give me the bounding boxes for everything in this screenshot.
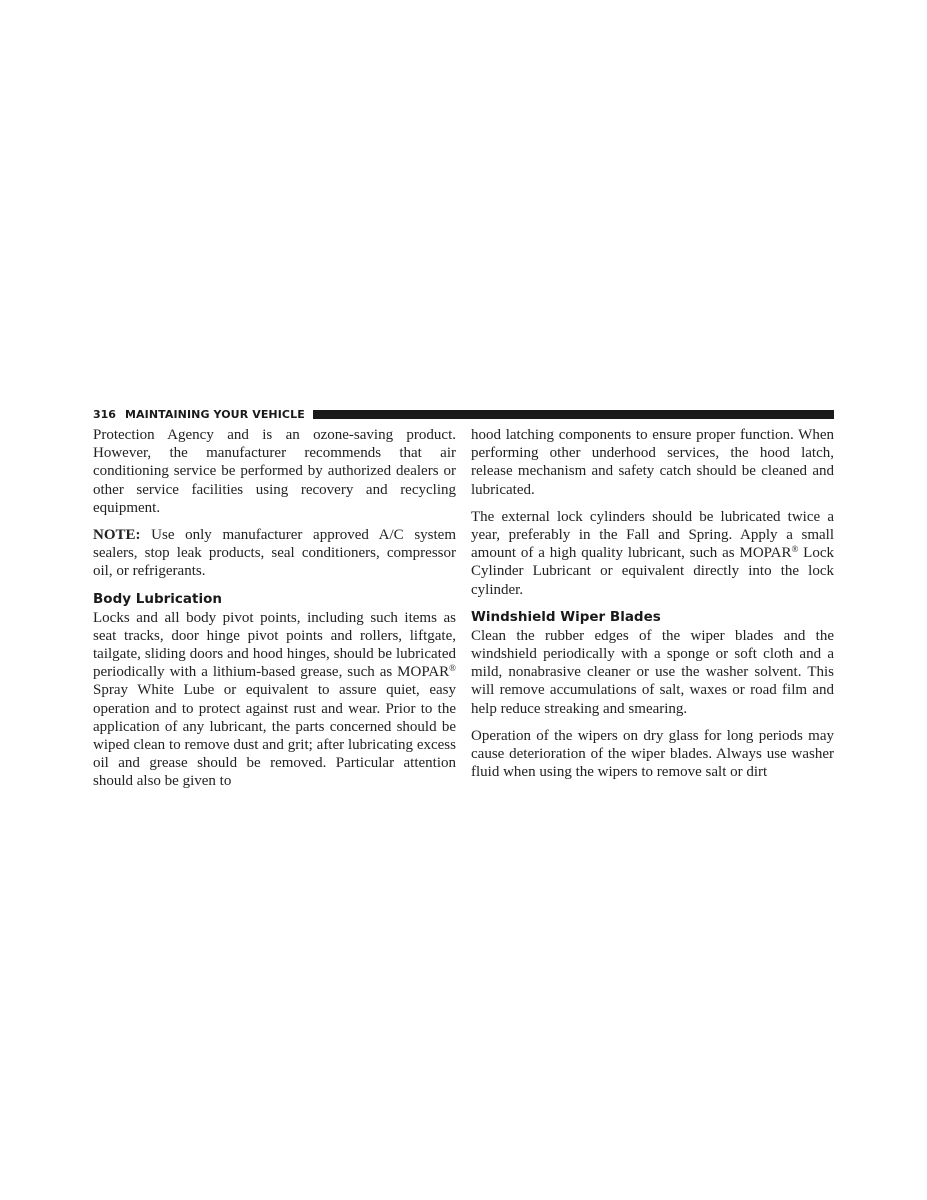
lock-cylinders-text-2: Lock Cylinder Lubricant or equivalent directly into the lock cylinder. xyxy=(471,545,835,598)
paragraph-wiper-cleaning: Clean the rubber edges of the wiper blades and the windshield periodically with a sponge or soft cloth and a mild, nonabrasive cleaner or use the washer solvent. This will remove accumulations of salt, waxes or road film and help reduce streaking and smearing. xyxy=(471,627,834,717)
registered-mark: ® xyxy=(449,663,456,674)
paragraph-body-lubrication xyxy=(93,609,456,791)
header-rule xyxy=(313,410,834,419)
paragraph-ac-service: Protection Agency and is an ozone-saving product. However, the manufacturer recommends that air conditioning service be performed by authorized dealers or other service facilities using recovery and recycling equipment. xyxy=(93,427,456,516)
body-lubrication-text-2: Spray White Lube or equivalent to assure quiet, easy operation and to protect against rust and wear. Prior to the application of any lubricant, the parts concerned should be wiped clean to remove dust and grit; after lubricating excess oil and grease should be removed. Particular attention should also be given to xyxy=(93,682,456,790)
heading-windshield-wiper-blades: Windshield Wiper Blades xyxy=(471,608,661,625)
paragraph-wiper-operation: Operation of the wipers on dry glass for long periods may cause deterioration of the wiper blades. Always use washer fluid when using the wipers to remove salt or dirt xyxy=(471,727,834,781)
heading-body-lubrication: Body Lubrication xyxy=(93,590,222,607)
right-column xyxy=(471,426,834,790)
registered-mark: ® xyxy=(791,544,799,555)
paragraph-lock-cylinders xyxy=(471,508,834,599)
note-text: Use only manufacturer approved A/C system sealers, stop leak products, seal conditioners, compressor oil, or refrigerants. xyxy=(93,527,456,580)
left-column xyxy=(93,426,456,800)
page-number: 316 xyxy=(93,407,116,421)
paragraph-hood-latch: hood latching components to ensure proper function. When performing other underhood services, the hood latch, release mechanism and safety catch should be cleaned and lubricated. xyxy=(471,427,834,498)
section-title: MAINTAINING YOUR VEHICLE xyxy=(124,407,305,421)
body-lubrication-text-1: Locks and all body pivot points, including such items as seat tracks, door hinge pivot points and rollers, liftgate, tailgate, sliding doors and hood hinges, should be lubricated periodically with a lithium-based grease, such as MOPAR xyxy=(93,609,456,681)
note-paragraph xyxy=(93,526,456,581)
lock-cylinders-text-1: The external lock cylinders should be lubricated twice a year, preferably in the Fall and Spring. Apply a small amount of a high quality lubricant, such as MOPAR xyxy=(471,508,834,562)
note-label: NOTE: xyxy=(93,527,141,544)
page-header xyxy=(93,405,834,423)
